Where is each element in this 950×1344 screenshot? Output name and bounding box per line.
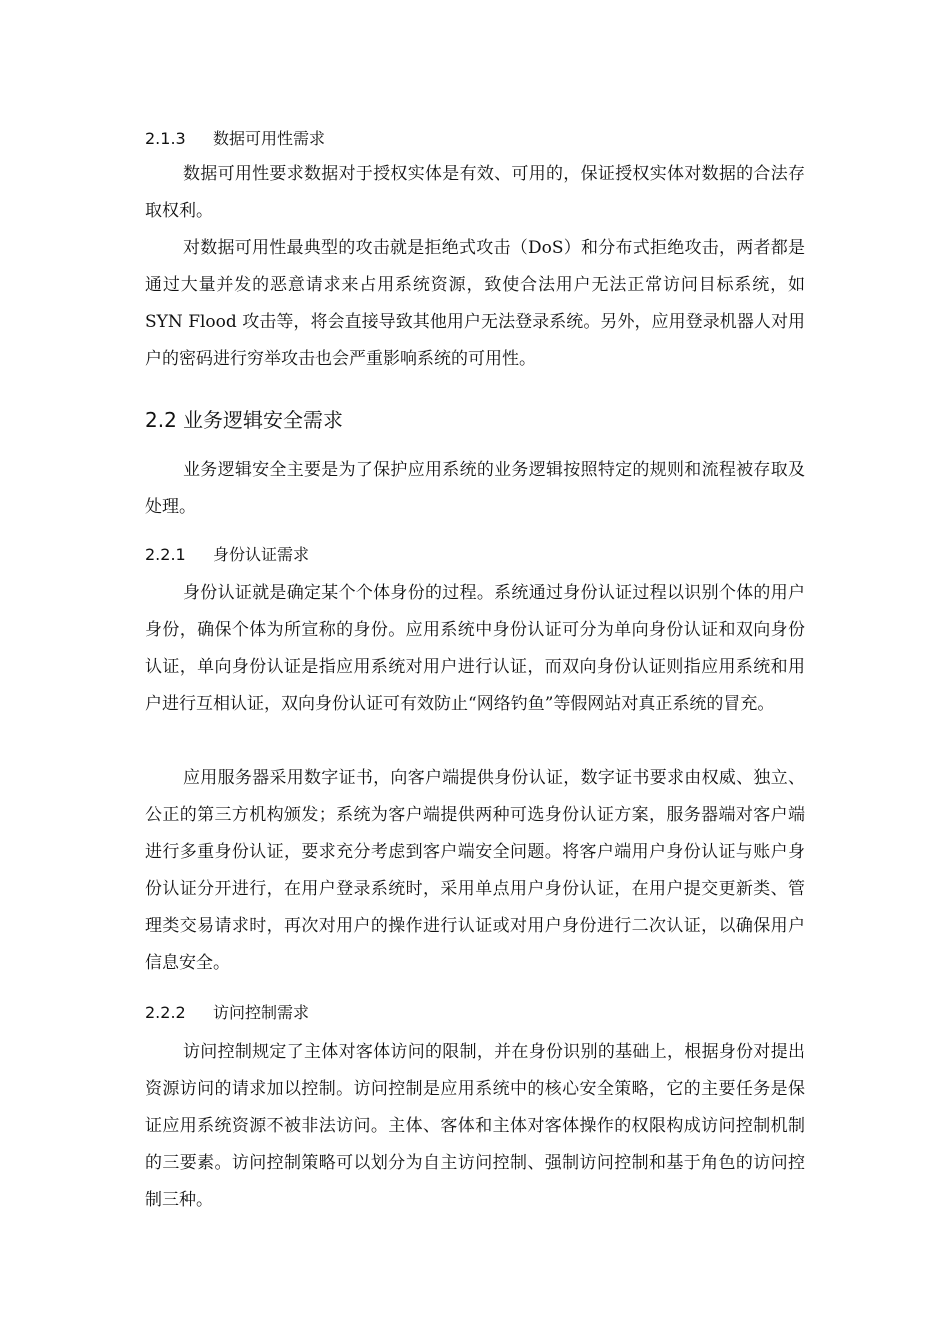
section-number: 2.2 <box>145 408 177 432</box>
paragraph-certificate-authentication: 应用服务器采用数字证书，向客户端提供身份认证，数字证书要求由权威、独立、公正的第三方机构颁发；系统为客户端提供两种可选身份认证方案，服务器端对客户端进行多重身份认证，要求充分考虑到客户端安全问题。将客户端用户身份认证与账户身份认证分开进行，在用户登录系统时，采用单点用户身份认证，在用户提交更新类、管理类交易请求时，再次对用户的操作进行认证或对用户身份进行二次认证，以确保用户信息安全。 <box>145 768 805 973</box>
paragraph-availability-definition: 数据可用性要求数据对于授权实体是有效、可用的，保证授权实体对数据的合法存取权利。 <box>145 164 805 221</box>
section-title: 身份认证需求 <box>213 545 310 564</box>
section-number: 2.1.3 <box>145 129 186 148</box>
paragraph-availability-attacks: 对数据可用性最典型的攻击就是拒绝式攻击（DoS）和分布式拒绝攻击，两者都是通过大量并发的恶意请求来占用系统资源，致使合法用户无法正常访问目标系统，如 SYN Flood 攻击等，将会直接导致其他用户无法登录系统。另外，应用登录机器人对用户的密码进行穷举攻击也会严重影响系统的可用性。 <box>145 238 805 369</box>
section-heading-2-1-3 <box>145 129 325 149</box>
section-heading-2-2 <box>145 407 343 433</box>
section-number: 2.2.2 <box>145 1003 186 1022</box>
paragraph-access-control: 访问控制规定了主体对客体访问的限制，并在身份识别的基础上，根据身份对提出资源访问的请求加以控制。访问控制是应用系统中的核心安全策略，它的主要任务是保证应用系统资源不被非法访问。主体、客体和主体对客体操作的权限构成访问控制机制的三要素。访问控制策略可以划分为自主访问控制、强制访问控制和基于角色的访问控制三种。 <box>145 1042 805 1210</box>
section-heading-2-2-1 <box>145 545 309 565</box>
section-title: 业务逻辑安全需求 <box>183 408 343 432</box>
section-title: 数据可用性需求 <box>213 129 326 148</box>
section-title: 访问控制需求 <box>213 1003 310 1022</box>
paragraph-identity-authentication: 身份认证就是确定某个个体身份的过程。系统通过身份认证过程以识别个体的用户身份，确保个体为所宣称的身份。应用系统中身份认证可分为单向身份认证和双向身份认证，单向身份认证是指应用系统对用户进行认证，而双向身份认证则指应用系统和用户进行互相认证，双向身份认证可有效防止“网络钓鱼”等假网站对真正系统的冒充。 <box>145 583 805 714</box>
section-number: 2.2.1 <box>145 545 186 564</box>
section-heading-2-2-2 <box>145 1003 309 1023</box>
paragraph-business-logic: 业务逻辑安全主要是为了保护应用系统的业务逻辑按照特定的规则和流程被存取及处理。 <box>145 460 805 517</box>
